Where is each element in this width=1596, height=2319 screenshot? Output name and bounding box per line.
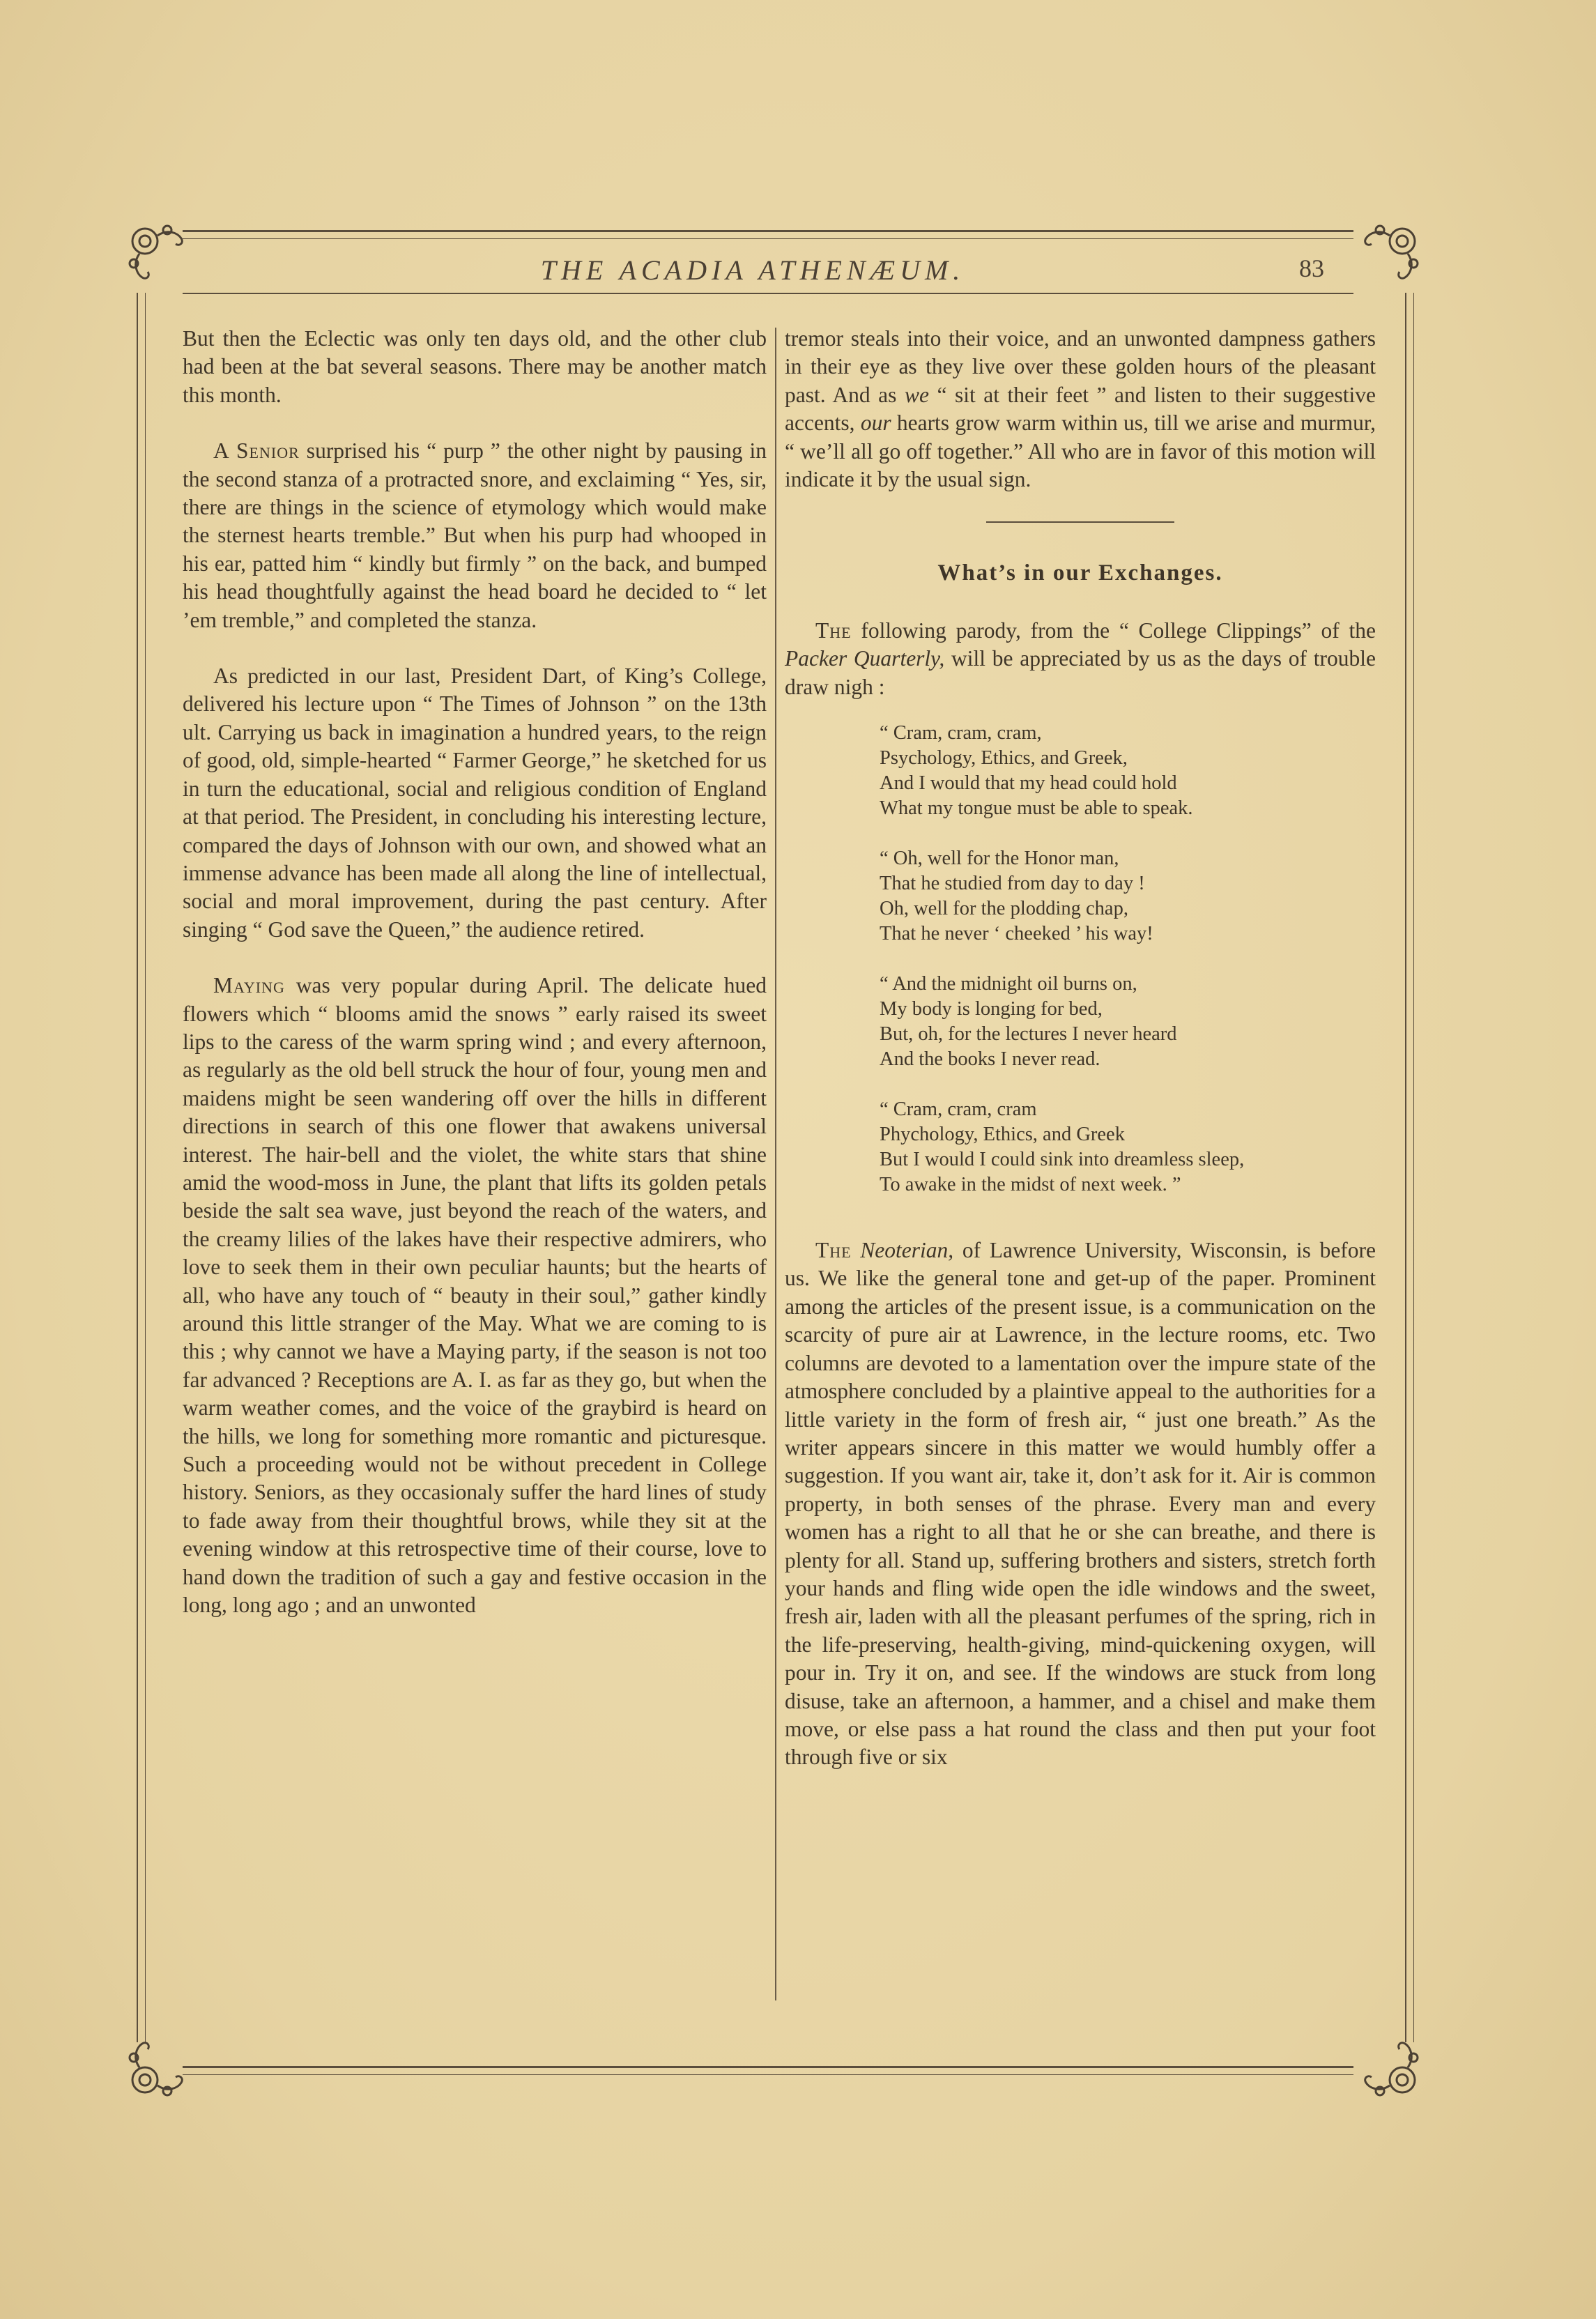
poem-line: That he never ‘ cheeked ’ his way! bbox=[880, 923, 1153, 945]
text-run: “ sit at their feet ” and listen to their suggestive accents, bbox=[785, 382, 1376, 436]
poem-line: My body is longing for bed, bbox=[880, 998, 1103, 1020]
left-column bbox=[183, 325, 767, 1619]
poem-stanza bbox=[880, 972, 1376, 1072]
paragraph-body: surprised his “ purp ” the other night by pausing in the second stanza of a protracted snore, and exclaiming “ Yes, sir, there are things in the science of etymology which would make the sternest hearts tremble.” But when his purp had whooped in his ear, patted him “ kindly but firmly ” on the back, and bumped his head thoughtfully against the head board he decided to “ let ’em tremble,” and completed the stanza. bbox=[183, 438, 767, 632]
paragraph-maying-continued bbox=[785, 325, 1376, 493]
frame-top-rule-thin bbox=[183, 238, 1353, 239]
poem-line: “ Oh, well for the Honor man, bbox=[880, 848, 1119, 870]
poem bbox=[880, 721, 1376, 1197]
paragraph-lead: A Senior bbox=[213, 438, 300, 464]
publication-title: Neoterian, bbox=[860, 1238, 954, 1263]
text-run: following parody, from the “ College Clippings” of the bbox=[851, 618, 1376, 643]
text-run: tremor steals into their voice, and an unwonted dampness gathers in their eye as they live over these golden hours of the pleasant past. And as bbox=[785, 326, 1376, 407]
poem-line: What my tongue must be able to speak. bbox=[880, 797, 1193, 820]
poem-line: “ Cram, cram, cram bbox=[880, 1099, 1037, 1121]
paragraph-maying bbox=[183, 972, 767, 1619]
frame-header-rule bbox=[183, 293, 1353, 294]
text-run: hearts grow warm within us, till we arise and murmur, “ we’ll all go off together.” All who are in favor of this motion will indicate it by the usual sign. bbox=[785, 411, 1376, 492]
poem-line: “ Cram, cram, cram, bbox=[880, 722, 1042, 744]
paragraph-lead: Maying bbox=[213, 973, 285, 998]
poem-line: “ And the midnight oil burns on, bbox=[880, 973, 1137, 995]
running-title: THE ACADIA ATHENÆUM. bbox=[540, 254, 965, 286]
paragraph-neoterian bbox=[785, 1237, 1376, 1772]
poem-line: Phychology, Ethics, and Greek bbox=[880, 1124, 1125, 1146]
paragraph-parody-intro bbox=[785, 617, 1376, 701]
poem-line: Psychology, Ethics, and Greek, bbox=[880, 747, 1128, 770]
poem-stanza bbox=[880, 721, 1376, 821]
paragraph-body: was very popular during April. The delicate hued flowers which “ blooms amid the snows ” early raised its sweet lips to the caress of the warm spring wind ; and every afternoon, as regularly as the old bell struck the hour of four, young men and maidens might be seen wandering off over the hills in different directions in search of this one flower that awakens universal interest. The hair-bell and the violet, the white stars that shine amid the wood-moss in June, the plant that lifts its golden petals beside the salt sea wave, just beyond the reach of the waters, and the creamy lilies of the lakes have their respective admirers, who love to seek them in their own peculiar haunts; but the hearts of all, who have any touch of “ beauty in their soul,” gather kindly around this little stranger of the May. What we are coming to is this ; why cannot we have a Maying party, if the season is not too far advanced ? Receptions are A. I. as far as they go, but when the warm weather comes, and the voice of the graybird is heard on the hills, we long for something more romantic and picturesque. Such a proceeding would not be without precedent in College history. Seniors, as they occasionaly suffer the hard lines of study to fade away from their thoughtful brows, while they sit at the evening window at this retrospective time of their course, love to hand down the tradition of such a gay and festive occasion in the long, long ago ; and an unwonted bbox=[183, 973, 767, 1618]
text-run: will be appreciated by us as the days of trouble draw nigh : bbox=[785, 646, 1376, 699]
column-divider bbox=[775, 328, 776, 2000]
frame-left-rule bbox=[137, 293, 138, 2042]
frame-bottom-rule-thin bbox=[183, 2074, 1353, 2075]
section-heading: What’s in our Exchanges. bbox=[937, 560, 1223, 586]
corner-ornament-icon bbox=[118, 215, 195, 291]
frame-left-rule-inner bbox=[145, 293, 146, 2042]
frame-right-rule bbox=[1405, 293, 1406, 2042]
paragraph-eclectic: But then the Eclectic was only ten days old, and the other club had been at the bat several seasons. There may be another match this month. bbox=[183, 326, 767, 407]
right-column bbox=[785, 325, 1376, 1772]
poem-line: And I would that my head could hold bbox=[880, 772, 1177, 795]
italic-word: we bbox=[904, 382, 929, 407]
page-number: 83 bbox=[1299, 254, 1324, 282]
italic-word: our bbox=[860, 411, 891, 436]
paragraph-lead: The bbox=[815, 1238, 852, 1263]
poem-stanza bbox=[880, 846, 1376, 947]
poem-line: Oh, well for the plodding chap, bbox=[880, 898, 1128, 920]
poem-line: That he studied from day to day ! bbox=[880, 873, 1145, 895]
publication-title: Packer Quarterly, bbox=[785, 646, 945, 671]
poem-stanza bbox=[880, 1097, 1376, 1197]
corner-ornament-icon bbox=[1352, 215, 1429, 291]
paragraph-president-dart: As predicted in our last, President Dart, of King’s College, delivered his lecture upon “ The Times of Johnson ” on the 13th ult. Carrying us back in imagination a hundred years, to the reign of good, old, simple-hearted “ Farmer George,” he sketched for us in turn the educational, social and religious condition of England at that period. The President, in concluding his interesting lecture, compared the days of Johnson with our own, and showed what an immense advance has been made all along the line of intellectual, social and moral improvement, during the past century. After singing “ God save the Queen,” the audience retired. bbox=[183, 664, 767, 942]
corner-ornament-icon bbox=[118, 2030, 195, 2106]
frame-top-rule bbox=[183, 230, 1353, 232]
frame-bottom-rule bbox=[183, 2066, 1353, 2068]
section-divider bbox=[986, 521, 1174, 523]
poem-line: And the books I never read. bbox=[880, 1048, 1100, 1071]
frame-right-rule-inner bbox=[1413, 293, 1414, 2042]
poem-line: But I would I could sink into dreamless sleep, bbox=[880, 1149, 1245, 1171]
corner-ornament-icon bbox=[1352, 2030, 1429, 2106]
poem-line: To awake in the midst of next week. ” bbox=[880, 1174, 1181, 1196]
paragraph-body: of Lawrence University, Wisconsin, is before us. We like the general tone and get-up of the paper. Prominent among the articles of the present issue, is a communication on the scarcity of pure air at Lawrence, in the lecture rooms, etc. Two columns are devoted to a lamentation over the impure state of the atmosphere concluded by a plaintive appeal to the authorities for a little variety in the form of fresh air, “ just one breath.” As the writer appears sincere in this matter we would humbly offer a suggestion. If you want air, take it, don’t ask for it. Air is common property, in both senses of the phrase. Every man and every women has a right to all that he or she can breathe, and there is plenty for all. Stand up, suffering brothers and sisters, stretch forth your hands and fling wide open the idle windows and the sweet, fresh air, laden with all the pleasant perfumes of the spring, rich in the life-preserving, health-giving, mind-quickening oxygen, will pour in. Try it on, and see. If the windows are stuck from long disuse, take an afternoon, a hammer, and a chisel and make them move, or else pass a hat round the class and then put your foot through five or six bbox=[785, 1238, 1376, 1770]
paragraph-lead: The bbox=[815, 618, 852, 643]
poem-line: But, oh, for the lectures I never heard bbox=[880, 1023, 1177, 1046]
paragraph-senior bbox=[183, 437, 767, 634]
running-header bbox=[195, 248, 1324, 290]
